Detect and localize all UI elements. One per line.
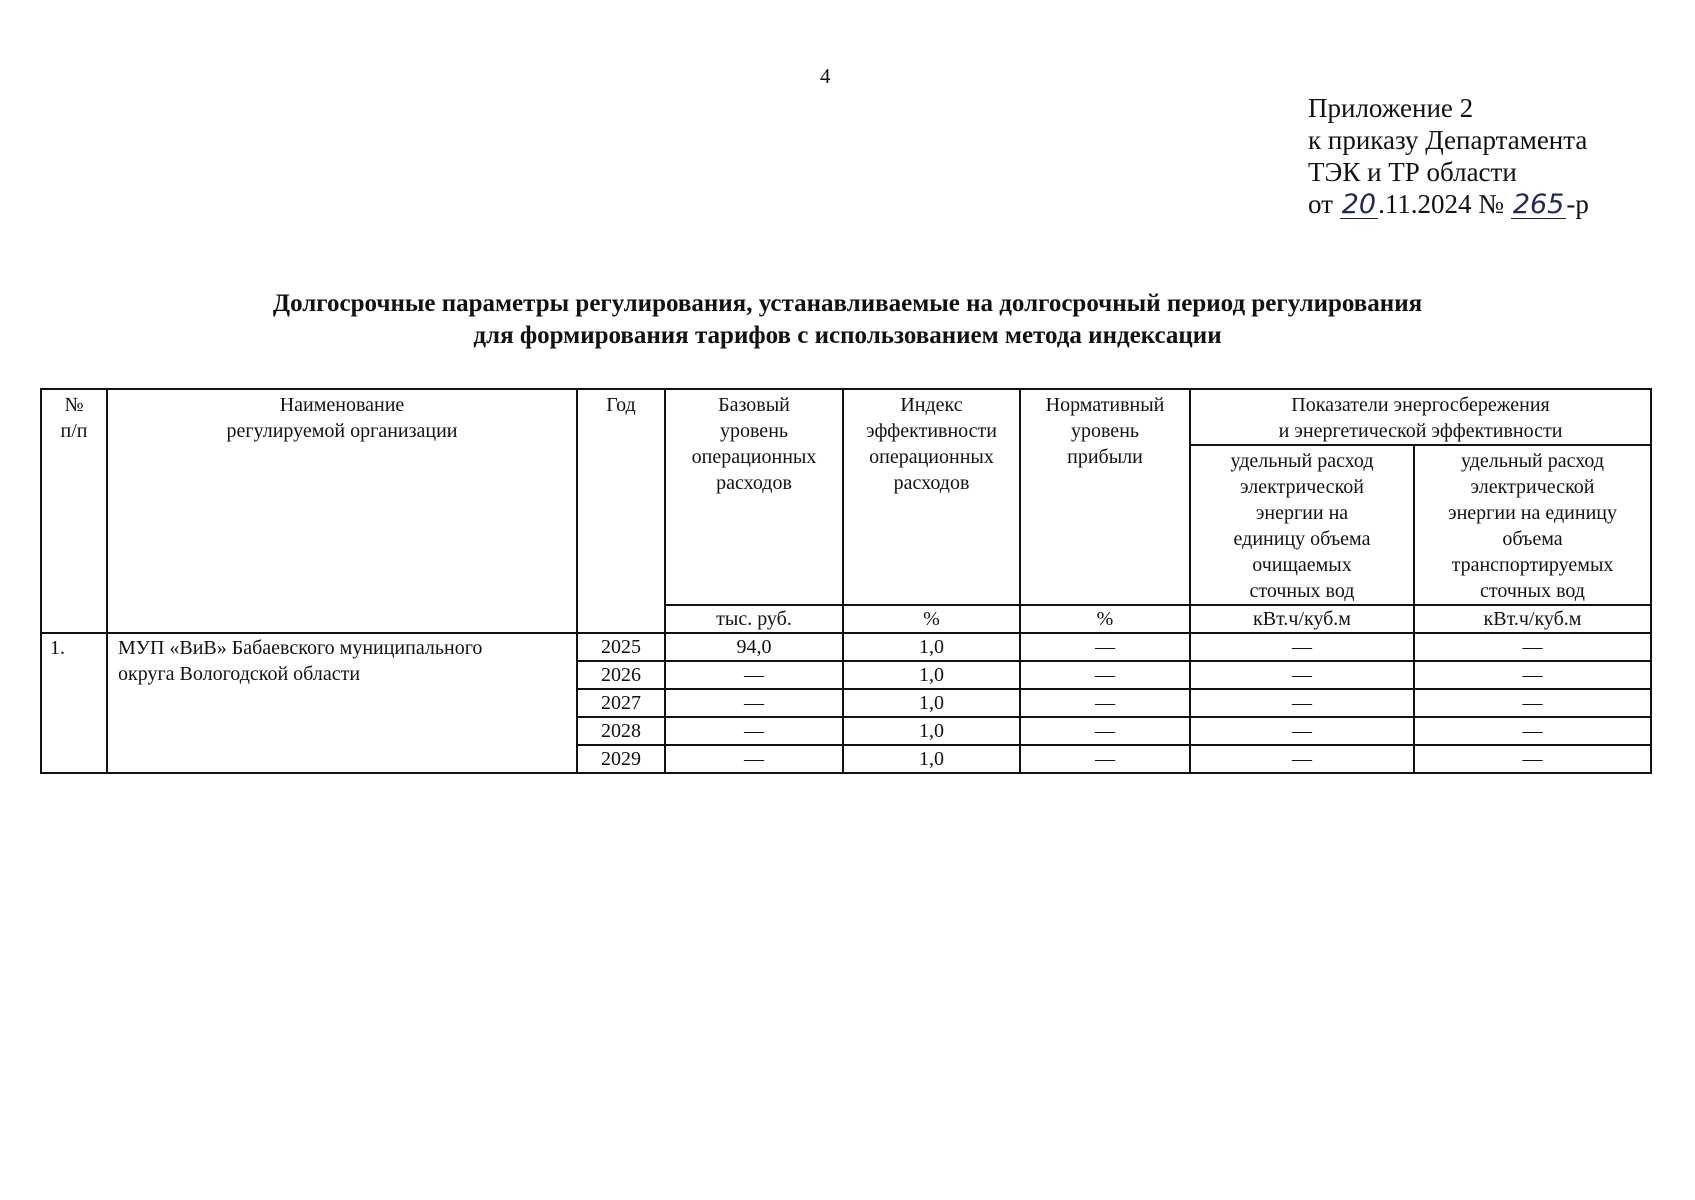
header-number: № п/п [41,389,107,633]
appendix-date-line [1308,188,1589,220]
title-line-1: Долгосрочные параметры регулирования, устанавливаемые на долгосрочный период регулирования [272,290,1423,317]
cell-energy-treated: — [1190,661,1414,689]
cell-energy-transported: — [1414,633,1651,661]
cell-year: 2029 [577,745,665,773]
unit-energy-transported: кВт.ч/куб.м [1414,605,1651,633]
cell-profit: — [1020,689,1190,717]
handwritten-order-number: 265 [1512,189,1565,220]
date-rest: .11.2024 № [1378,189,1505,219]
appendix-block [1308,92,1589,220]
table-row [41,633,1651,661]
cell-efficiency-index: 1,0 [843,633,1020,661]
appendix-line-2: к приказу Департамента [1308,125,1588,155]
cell-energy-treated: — [1190,745,1414,773]
cell-energy-transported: — [1414,717,1651,745]
appendix-line-3: ТЭК и ТР области [1308,157,1517,187]
header-energy-treated: удельный расход электрической энергии на единицу объема очищаемых сточных вод [1190,445,1414,605]
cell-energy-transported: — [1414,745,1651,773]
cell-profit: — [1020,745,1190,773]
unit-energy-treated: кВт.ч/куб.м [1190,605,1414,633]
cell-year: 2027 [577,689,665,717]
document-title [0,288,1695,352]
header-row-1 [41,389,1651,445]
header-efficiency-index: Индекс эффективности операционных расходов [843,389,1020,605]
header-energy-group: Показатели энергосбережения и энергетической эффективности [1190,389,1651,445]
cell-year: 2028 [577,717,665,745]
cell-energy-transported: — [1414,661,1651,689]
cell-base-opex: — [665,745,843,773]
cell-efficiency-index: 1,0 [843,661,1020,689]
cell-energy-treated: — [1190,689,1414,717]
unit-profit: % [1020,605,1190,633]
organization-name: МУП «ВиВ» Бабаевского муниципального округа Вологодской области [107,633,577,773]
header-base-opex: Базовый уровень операционных расходов [665,389,843,605]
header-year: Год [577,389,665,633]
unit-base-opex: тыс. руб. [665,605,843,633]
cell-profit: — [1020,661,1190,689]
appendix-line-1: Приложение 2 [1308,93,1474,123]
cell-profit: — [1020,633,1190,661]
cell-year: 2026 [577,661,665,689]
cell-energy-treated: — [1190,633,1414,661]
order-suffix: -р [1566,189,1589,219]
page-number: 4 [820,64,831,88]
date-prefix: от [1308,189,1333,219]
cell-year: 2025 [577,633,665,661]
cell-base-opex: 94,0 [665,633,843,661]
header-profit: Нормативный уровень прибыли [1020,389,1190,605]
handwritten-day: 20 [1341,189,1377,220]
cell-base-opex: — [665,661,843,689]
cell-base-opex: — [665,689,843,717]
cell-efficiency-index: 1,0 [843,717,1020,745]
title-line-2: для формирования тарифов с использованием метода индексации [473,322,1222,349]
parameters-table [40,388,1652,774]
cell-energy-transported: — [1414,689,1651,717]
cell-profit: — [1020,717,1190,745]
cell-energy-treated: — [1190,717,1414,745]
header-energy-transported: удельный расход электрической энергии на единицу объема транспортируемых сточных вод [1414,445,1651,605]
header-organization: Наименование регулируемой организации [107,389,577,633]
cell-efficiency-index: 1,0 [843,745,1020,773]
row-number: 1. [41,633,107,773]
unit-efficiency-index: % [843,605,1020,633]
cell-base-opex: — [665,717,843,745]
cell-efficiency-index: 1,0 [843,689,1020,717]
